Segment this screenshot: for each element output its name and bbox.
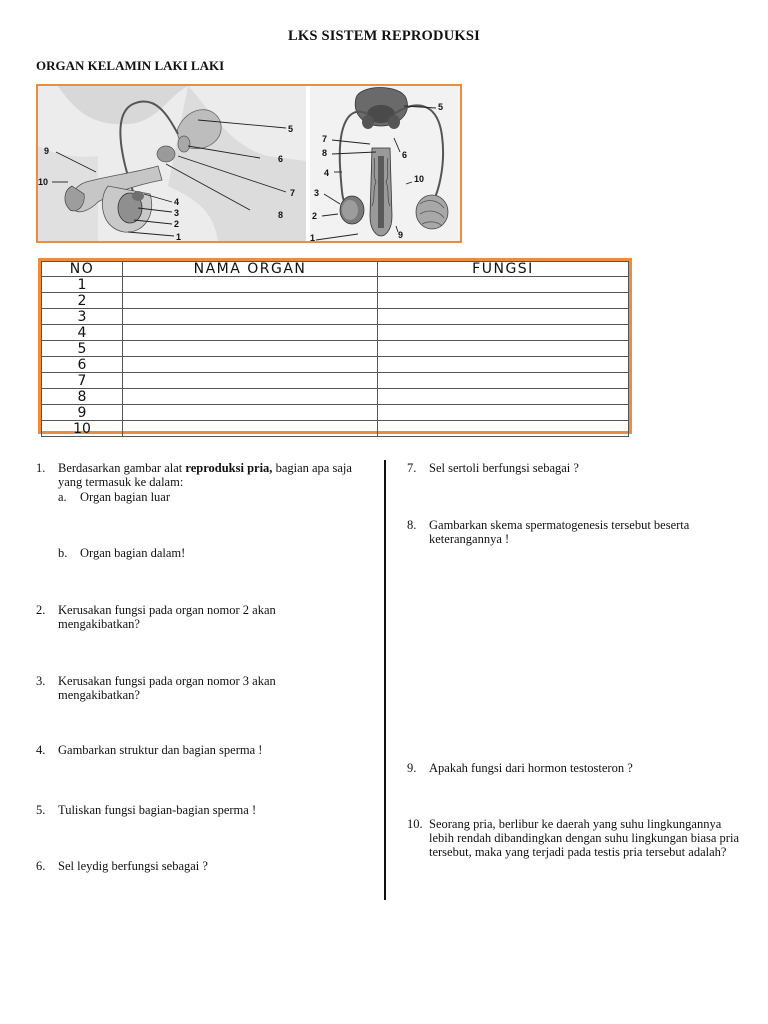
sub-item-letter: a. — [58, 490, 67, 504]
right-label-6: 6 — [402, 150, 408, 160]
question-number: 6. — [36, 859, 46, 873]
right-label-3: 3 — [314, 188, 320, 198]
left-label-3: 3 — [174, 208, 180, 218]
question-3 — [36, 674, 336, 702]
organ-name-cell[interactable] — [123, 277, 378, 293]
header-no: NO — [42, 262, 123, 277]
right-label-5: 5 — [438, 102, 444, 112]
question-7 — [407, 461, 737, 475]
header-nama-organ: NAMA ORGAN — [123, 262, 378, 277]
column-divider — [384, 460, 386, 900]
question-number: 3. — [36, 674, 46, 688]
right-label-9: 9 — [398, 230, 404, 240]
function-cell[interactable] — [378, 373, 629, 389]
right-label-10: 10 — [414, 174, 425, 184]
row-number: 6 — [42, 357, 123, 373]
table-row — [42, 357, 629, 373]
question-text: Sel leydig berfungsi sebagai ? — [58, 859, 208, 873]
organ-name-cell[interactable] — [123, 309, 378, 325]
row-number: 7 — [42, 373, 123, 389]
question-number: 2. — [36, 603, 46, 617]
question-2 — [36, 603, 336, 631]
sub-item-a — [58, 490, 358, 504]
organ-table-frame — [38, 258, 632, 437]
question-9 — [407, 761, 737, 775]
organ-name-cell[interactable] — [123, 341, 378, 357]
question-text: Gambarkan skema spermatogenesis tersebut beserta keterangannya ! — [429, 518, 690, 546]
question-text: Kerusakan fungsi pada organ nomor 2 akan mengakibatkan? — [58, 603, 276, 631]
left-label-4: 4 — [174, 197, 180, 207]
question-8 — [407, 518, 727, 546]
row-number: 8 — [42, 389, 123, 405]
question-number: 4. — [36, 743, 46, 757]
table-row — [42, 405, 629, 421]
function-cell[interactable] — [378, 341, 629, 357]
organ-name-cell[interactable] — [123, 373, 378, 389]
table-row — [42, 309, 629, 325]
function-cell[interactable] — [378, 277, 629, 293]
question-4 — [36, 743, 366, 757]
table-row — [42, 421, 629, 437]
question-text: Tuliskan fungsi bagian-bagian sperma ! — [58, 803, 257, 817]
question-text-part: Berdasarkan gambar alat — [58, 461, 186, 475]
organ-name-cell[interactable] — [123, 405, 378, 421]
question-text-part: bagian apa saja yang termasuk ke dalam: — [58, 461, 352, 489]
left-label-1: 1 — [176, 232, 182, 241]
table-row — [42, 373, 629, 389]
right-label-1: 1 — [310, 233, 316, 241]
left-label-7: 7 — [290, 188, 296, 198]
row-number: 2 — [42, 293, 123, 309]
sub-item-b — [58, 546, 358, 560]
table-row — [42, 293, 629, 309]
sub-item-letter: b. — [58, 546, 68, 560]
organ-name-cell[interactable] — [123, 421, 378, 437]
section-subtitle: ORGAN KELAMIN LAKI LAKI — [36, 58, 225, 73]
question-1 — [36, 461, 366, 489]
left-label-10: 10 — [38, 177, 49, 187]
row-number: 1 — [42, 277, 123, 293]
question-text — [58, 461, 366, 489]
row-number: 5 — [42, 341, 123, 357]
question-number: 7. — [407, 461, 417, 475]
left-label-6: 6 — [278, 154, 284, 164]
question-number: 5. — [36, 803, 46, 817]
organ-name-cell[interactable] — [123, 357, 378, 373]
left-label-9: 9 — [44, 146, 50, 156]
question-number: 8. — [407, 518, 417, 532]
function-cell[interactable] — [378, 389, 629, 405]
organ-name-cell[interactable] — [123, 389, 378, 405]
table-header-row — [42, 262, 629, 277]
organ-name-cell[interactable] — [123, 325, 378, 341]
function-cell[interactable] — [378, 405, 629, 421]
right-label-2: 2 — [312, 211, 318, 221]
row-number: 4 — [42, 325, 123, 341]
table-row — [42, 389, 629, 405]
reproductive-diagram-figure — [36, 84, 462, 243]
sub-item-text: Organ bagian luar — [80, 490, 171, 504]
question-text: Gambarkan struktur dan bagian sperma ! — [58, 743, 263, 757]
function-cell[interactable] — [378, 421, 629, 437]
table-row — [42, 341, 629, 357]
right-label-4: 4 — [324, 168, 330, 178]
question-6 — [36, 859, 366, 873]
organ-table — [41, 261, 629, 437]
question-5 — [36, 803, 366, 817]
question-text: Kerusakan fungsi pada organ nomor 3 akan mengakibatkan? — [58, 674, 276, 702]
question-number: 9. — [407, 761, 417, 775]
question-text: Sel sertoli berfungsi sebagai ? — [429, 461, 579, 475]
table-row — [42, 277, 629, 293]
left-label-2: 2 — [174, 219, 180, 229]
row-number: 10 — [42, 421, 123, 437]
organ-name-cell[interactable] — [123, 293, 378, 309]
function-cell[interactable] — [378, 309, 629, 325]
reproductive-diagram — [38, 86, 460, 241]
left-label-8: 8 — [278, 210, 284, 220]
right-label-7: 7 — [322, 134, 328, 144]
question-text-bold: reproduksi pria, — [185, 461, 273, 475]
function-cell[interactable] — [378, 357, 629, 373]
question-10 — [407, 817, 747, 859]
header-fungsi: FUNGSI — [378, 262, 629, 277]
sub-item-text: Organ bagian dalam! — [80, 546, 186, 560]
right-label-8: 8 — [322, 148, 328, 158]
worksheet-title: LKS SISTEM REPRODUKSI — [288, 28, 480, 44]
question-text: Seorang pria, berlibur ke daerah yang suhu lingkungannya lebih rendah dibandingkan dengan suhu lingkungan biasa pria tersebut, maka yang terjadi pada testis pria tersebut adalah? — [429, 817, 739, 859]
frontal-view-panel — [310, 86, 460, 241]
function-cell[interactable] — [378, 325, 629, 341]
question-text: Apakah fungsi dari hormon testosteron ? — [429, 761, 633, 775]
function-cell[interactable] — [378, 293, 629, 309]
question-number: 1. — [36, 461, 46, 475]
left-label-5: 5 — [288, 124, 294, 134]
row-number: 9 — [42, 405, 123, 421]
row-number: 3 — [42, 309, 123, 325]
table-row — [42, 325, 629, 341]
sagittal-view-panel — [38, 86, 306, 241]
question-number: 10. — [407, 817, 423, 831]
